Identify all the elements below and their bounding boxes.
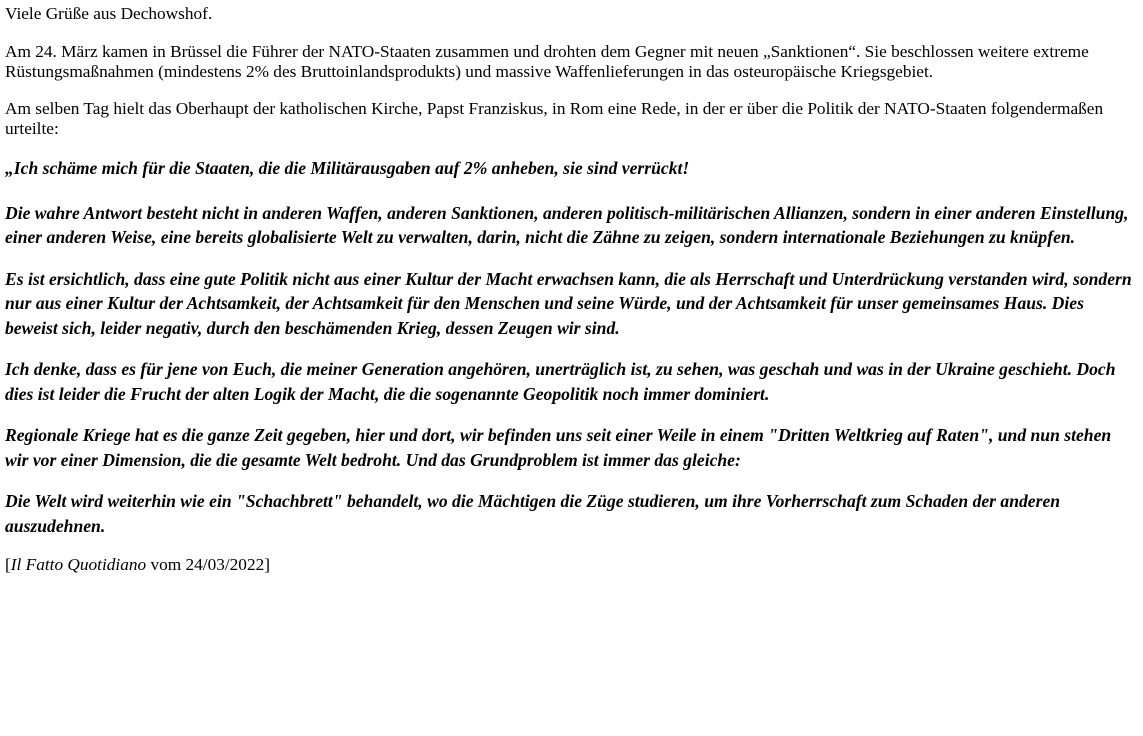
intro-paragraph-pope-speech: Am selben Tag hielt das Oberhaupt der katholischen Kirche, Papst Franziskus, in Rom eine Rede, in der er über die Politik der NATO-Staaten folgendermaßen urteilte: bbox=[5, 99, 1104, 138]
greeting-line: Viele Grüße aus Dechowshof. bbox=[5, 4, 213, 23]
source-date: vom 24/03/2022] bbox=[146, 555, 270, 574]
quote-paragraph: „Ich schäme mich für die Staaten, die die Militärausgaben auf 2% anheben, sie sind verrückt! bbox=[5, 158, 690, 178]
source-open-bracket: [ bbox=[5, 555, 11, 574]
quote-paragraph: Die wahre Antwort besteht nicht in anderen Waffen, anderen Sanktionen, anderen politisch-militärischen Allianzen, sondern in einer anderen Einstellung, einer anderen Weise, eine bereits globalisierte Welt zu verwalten, darin, nicht die Zähne zu zeigen, sondern internationale Beziehungen zu knüpfen. bbox=[5, 202, 1129, 247]
source-publication: Il Fatto Quotidiano bbox=[10, 555, 147, 574]
intro-paragraph-nato-summit: Am 24. März kamen in Brüssel die Führer der NATO-Staaten zusammen und drohten dem Gegner mit neuen „Sanktionen“. Sie beschlossen weitere extreme Rüstungsmaßnahmen (mindestens 2% des Bruttoinlandsprodukts) und massive Waffenlieferungen in das osteuropäische Kriegsgebiet. bbox=[5, 42, 1089, 81]
quote-paragraph: Die Welt wird weiterhin wie ein "Schachbrett" behandelt, wo die Mächtigen die Züge studieren, um ihre Vorherrschaft zum Schaden der anderen auszudehnen. bbox=[5, 491, 1061, 536]
quote-paragraph: Regionale Kriege hat es die ganze Zeit gegeben, hier und dort, wir befinden uns seit einer Weile in einem "Dritten Weltkrieg auf Raten", und nun stehen wir vor einer Dimension, die die gesamte Welt bedroht. Und das Grundproblem ist immer das gleiche: bbox=[5, 425, 1112, 470]
quote-paragraph: Ich denke, dass es für jene von Euch, die meiner Generation angehören, unerträglich ist, zu sehen, was geschah und was in der Ukraine geschieht. Doch dies ist leider die Frucht der alten Logik der Macht, die die sogenannte Geopolitik noch immer dominiert. bbox=[5, 359, 1116, 404]
quote-paragraph: Es ist ersichtlich, dass eine gute Politik nicht aus einer Kultur der Macht erwachsen kann, die als Herrschaft und Unterdrückung verstanden wird, sondern nur aus einer Kultur der Achtsamkeit, der Achtsamkeit für den Menschen und seine Würde, und der Achtsamkeit für unser gemeinsames Haus. Dies beweist sich, leider negativ, durch den beschämenden Krieg, dessen Zeugen wir sind. bbox=[5, 268, 1132, 338]
source-citation bbox=[5, 555, 1139, 575]
